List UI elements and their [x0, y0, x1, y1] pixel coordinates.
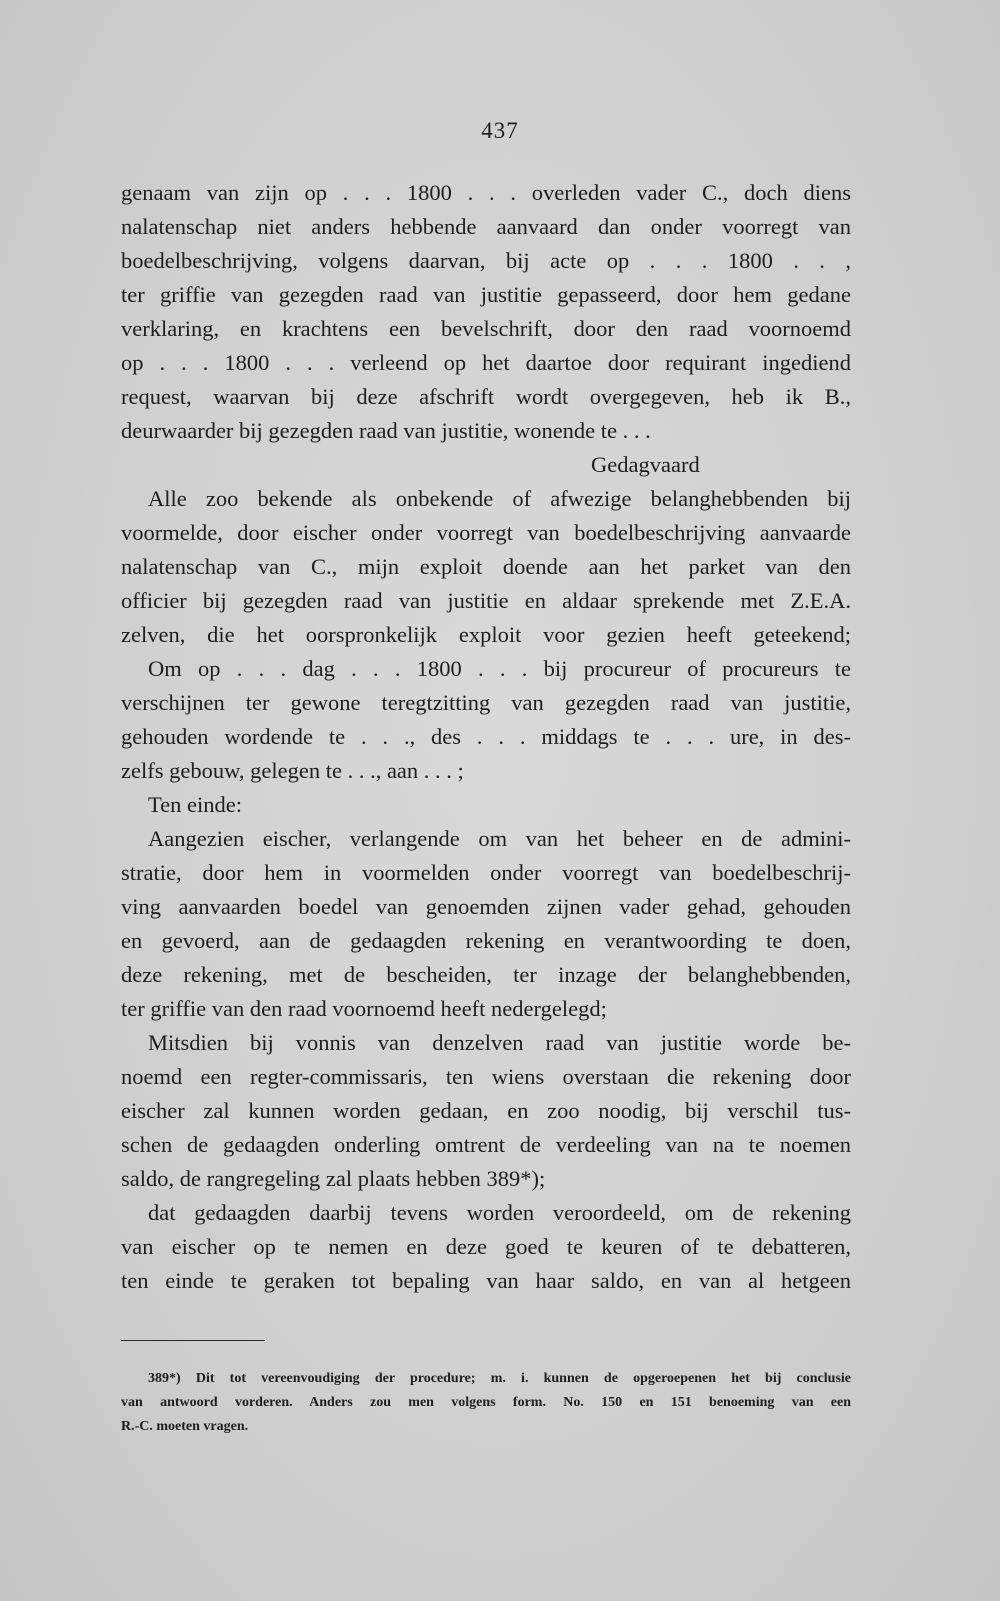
footnote-line: van antwoord vorderen. Anders zou men volgens form. No. 150 en 151 benoeming van een — [121, 1395, 851, 1410]
text-line: boedelbeschrijving, volgens daarvan, bij acte op . . . 1800 . . , — [121, 248, 851, 273]
text-line: noemd een regter-commissaris, ten wiens overstaan die rekening door — [121, 1064, 851, 1089]
text-line: nalatenschap niet anders hebbende aanvaard dan onder voorregt van — [121, 214, 851, 239]
text-line: en gevoerd, aan de gedaagden rekening en verantwoording te doen, — [121, 928, 851, 953]
text-line: deurwaarder bij gezegden raad van justitie, wonende te . . . — [121, 418, 651, 443]
text-line: genaam van zijn op . . . 1800 . . . overleden vader C., doch diens — [121, 180, 851, 205]
footnote-line: 389*) Dit tot vereenvoudiging der procedure; m. i. kunnen de opgeroepenen het bij conclusie — [148, 1371, 851, 1386]
text-line: ving aanvaarden boedel van genoemden zijnen vader gehad, gehouden — [121, 894, 851, 919]
text-line: saldo, de rangregeling zal plaats hebben 389*); — [121, 1166, 546, 1191]
text-line: deze rekening, met de bescheiden, ter inzage der belanghebbenden, — [121, 962, 851, 987]
text-line: schen de gedaagden onderling omtrent de verdeeling van na te noemen — [121, 1132, 851, 1157]
page-number: 437 — [481, 118, 519, 143]
footnote — [121, 1367, 851, 1439]
text-line: zelfs gebouw, gelegen te . . ., aan . . . ; — [121, 758, 464, 783]
text-line: ter griffie van den raad voornoemd heeft nedergelegd; — [121, 996, 607, 1021]
text-line: stratie, door hem in voormelden onder voorregt van boedelbeschrij- — [121, 860, 851, 885]
text-line: nalatenschap van C., mijn exploit doende aan het parket van den — [121, 554, 851, 579]
text-line: request, waarvan bij deze afschrift wordt overgegeven, heb ik B., — [121, 384, 851, 409]
text-line: ten einde te geraken tot bepaling van haar saldo, en van al hetgeen — [121, 1268, 851, 1293]
text-line: verklaring, en krachtens een bevelschrift, door den raad voornoemd — [121, 316, 851, 341]
text-line: dat gedaagden daarbij tevens worden veroordeeld, om de rekening — [148, 1200, 851, 1225]
text-line: verschijnen ter gewone teregtzitting van gezegden raad van justitie, — [121, 690, 851, 715]
section-heading: Gedagvaard — [591, 452, 700, 477]
text-line: op . . . 1800 . . . verleend op het daartoe door requirant ingediend — [121, 350, 851, 375]
text-line: Alle zoo bekende als onbekende of afwezige belanghebbenden bij — [148, 486, 851, 511]
text-line: gehouden wordende te . . ., des . . . middags te . . . ure, in des- — [121, 724, 851, 749]
text-line: voormelde, door eischer onder voorregt van boedelbeschrijving aanvaarde — [121, 520, 851, 545]
text-line: Om op . . . dag . . . 1800 . . . bij procureur of procureurs te — [148, 656, 851, 681]
text-line: van eischer op te nemen en deze goed te keuren of te debatteren, — [121, 1234, 851, 1259]
text-line: Aangezien eischer, verlangende om van het beheer en de admini- — [148, 826, 851, 851]
text-line: ter griffie van gezegden raad van justitie gepasseerd, door hem gedane — [121, 282, 851, 307]
footnote-divider — [121, 1340, 265, 1341]
text-line: Ten einde: — [148, 792, 243, 817]
text-line: eischer zal kunnen worden gedaan, en zoo noodig, bij verschil tus- — [121, 1098, 851, 1123]
footnote-line: R.-C. moeten vragen. — [121, 1419, 249, 1434]
main-text — [121, 176, 851, 1298]
text-line: officier bij gezegden raad van justitie en aldaar sprekende met Z.E.A. — [121, 588, 851, 613]
text-line: zelven, die het oorspronkelijk exploit voor gezien heeft geteekend; — [121, 622, 851, 647]
text-line: Mitsdien bij vonnis van denzelven raad van justitie worde be- — [148, 1030, 851, 1055]
